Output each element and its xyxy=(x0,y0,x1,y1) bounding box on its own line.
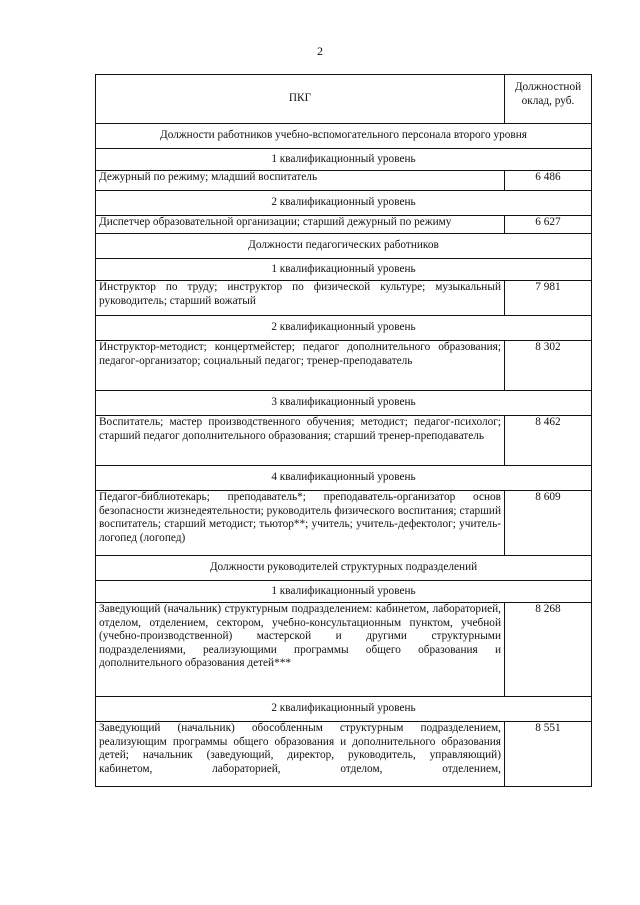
position-cell: Инструктор-методист; концертмейстер; педагог дополнительного образования; педагог-организатор; социальный педагог; тренер-преподаватель xyxy=(96,341,505,391)
position-cell: Инструктор по труду; инструктор по физической культуре; музыкальный руководитель; старший вожатый xyxy=(96,281,505,316)
table-row xyxy=(96,171,592,191)
position-cell: Заведующий (начальник) структурным подразделением: кабинетом, лабораторией, отделом, отделением, сектором, учебно-консультационным пунктом, учебной (учебно-производственной) мастерской и другими структурными подразделениями, реализующими программы общего образования и дополнительного образования детей*** xyxy=(96,603,505,697)
level-header-row xyxy=(96,149,592,171)
position-cell: Педагог-библиотекарь; преподаватель*; преподаватель-организатор основ безопасности жизнедеятельности; руководитель физического воспитания; старший воспитатель; старший методист; тьютор**; учитель; учитель-дефектолог; учитель-логопед (логопед) xyxy=(96,491,505,556)
salary-cell: 8 551 xyxy=(505,722,592,787)
level-header: 3 квалификационный уровень xyxy=(96,391,592,416)
column-header-pkg: ПКГ xyxy=(96,75,505,124)
position-cell: Диспетчер образовательной организации; старший дежурный по режиму xyxy=(96,216,505,234)
level-header-row xyxy=(96,581,592,603)
column-header-salary: Должностной оклад, руб. xyxy=(505,75,592,124)
group-header: Должности работников учебно-вспомогательного персонала второго уровня xyxy=(96,124,592,149)
level-header: 4 квалификационный уровень xyxy=(96,466,592,491)
salary-cell: 6 627 xyxy=(505,216,592,234)
table-row xyxy=(96,722,592,787)
salary-table xyxy=(95,74,592,787)
table-row xyxy=(96,416,592,466)
level-header-row xyxy=(96,259,592,281)
table-row xyxy=(96,216,592,234)
group-header-row xyxy=(96,556,592,581)
level-header-row xyxy=(96,466,592,491)
table-row xyxy=(96,603,592,697)
level-header-row xyxy=(96,697,592,722)
position-cell: Заведующий (начальник) обособленным структурным подразделением, реализующим программы общего образования и дополнительного образования детей; начальник (заведующий, директор, руководитель, управляющий) кабинетом, лабораторией, отделом, отделением, xyxy=(96,722,505,787)
level-header: 2 квалификационный уровень xyxy=(96,697,592,722)
table-row xyxy=(96,281,592,316)
salary-cell: 8 302 xyxy=(505,341,592,391)
table-row xyxy=(96,341,592,391)
level-header: 1 квалификационный уровень xyxy=(96,581,592,603)
salary-cell: 6 486 xyxy=(505,171,592,191)
salary-cell: 7 981 xyxy=(505,281,592,316)
level-header: 1 квалификационный уровень xyxy=(96,259,592,281)
level-header: 2 квалификационный уровень xyxy=(96,316,592,341)
group-header-row xyxy=(96,234,592,259)
level-header-row xyxy=(96,316,592,341)
salary-cell: 8 609 xyxy=(505,491,592,556)
table-row xyxy=(96,491,592,556)
group-header-row xyxy=(96,124,592,149)
group-header: Должности руководителей структурных подразделений xyxy=(96,556,592,581)
position-cell: Дежурный по режиму; младший воспитатель xyxy=(96,171,505,191)
page-number: 2 xyxy=(317,44,323,58)
level-header: 1 квалификационный уровень xyxy=(96,149,592,171)
level-header-row xyxy=(96,391,592,416)
group-header: Должности педагогических работников xyxy=(96,234,592,259)
salary-cell: 8 268 xyxy=(505,603,592,697)
position-cell: Воспитатель; мастер производственного обучения; методист; педагог-психолог; старший педагог дополнительного образования; старший тренер-преподаватель xyxy=(96,416,505,466)
level-header-row xyxy=(96,191,592,216)
salary-cell: 8 462 xyxy=(505,416,592,466)
level-header: 2 квалификационный уровень xyxy=(96,191,592,216)
table-header-row xyxy=(96,75,592,124)
